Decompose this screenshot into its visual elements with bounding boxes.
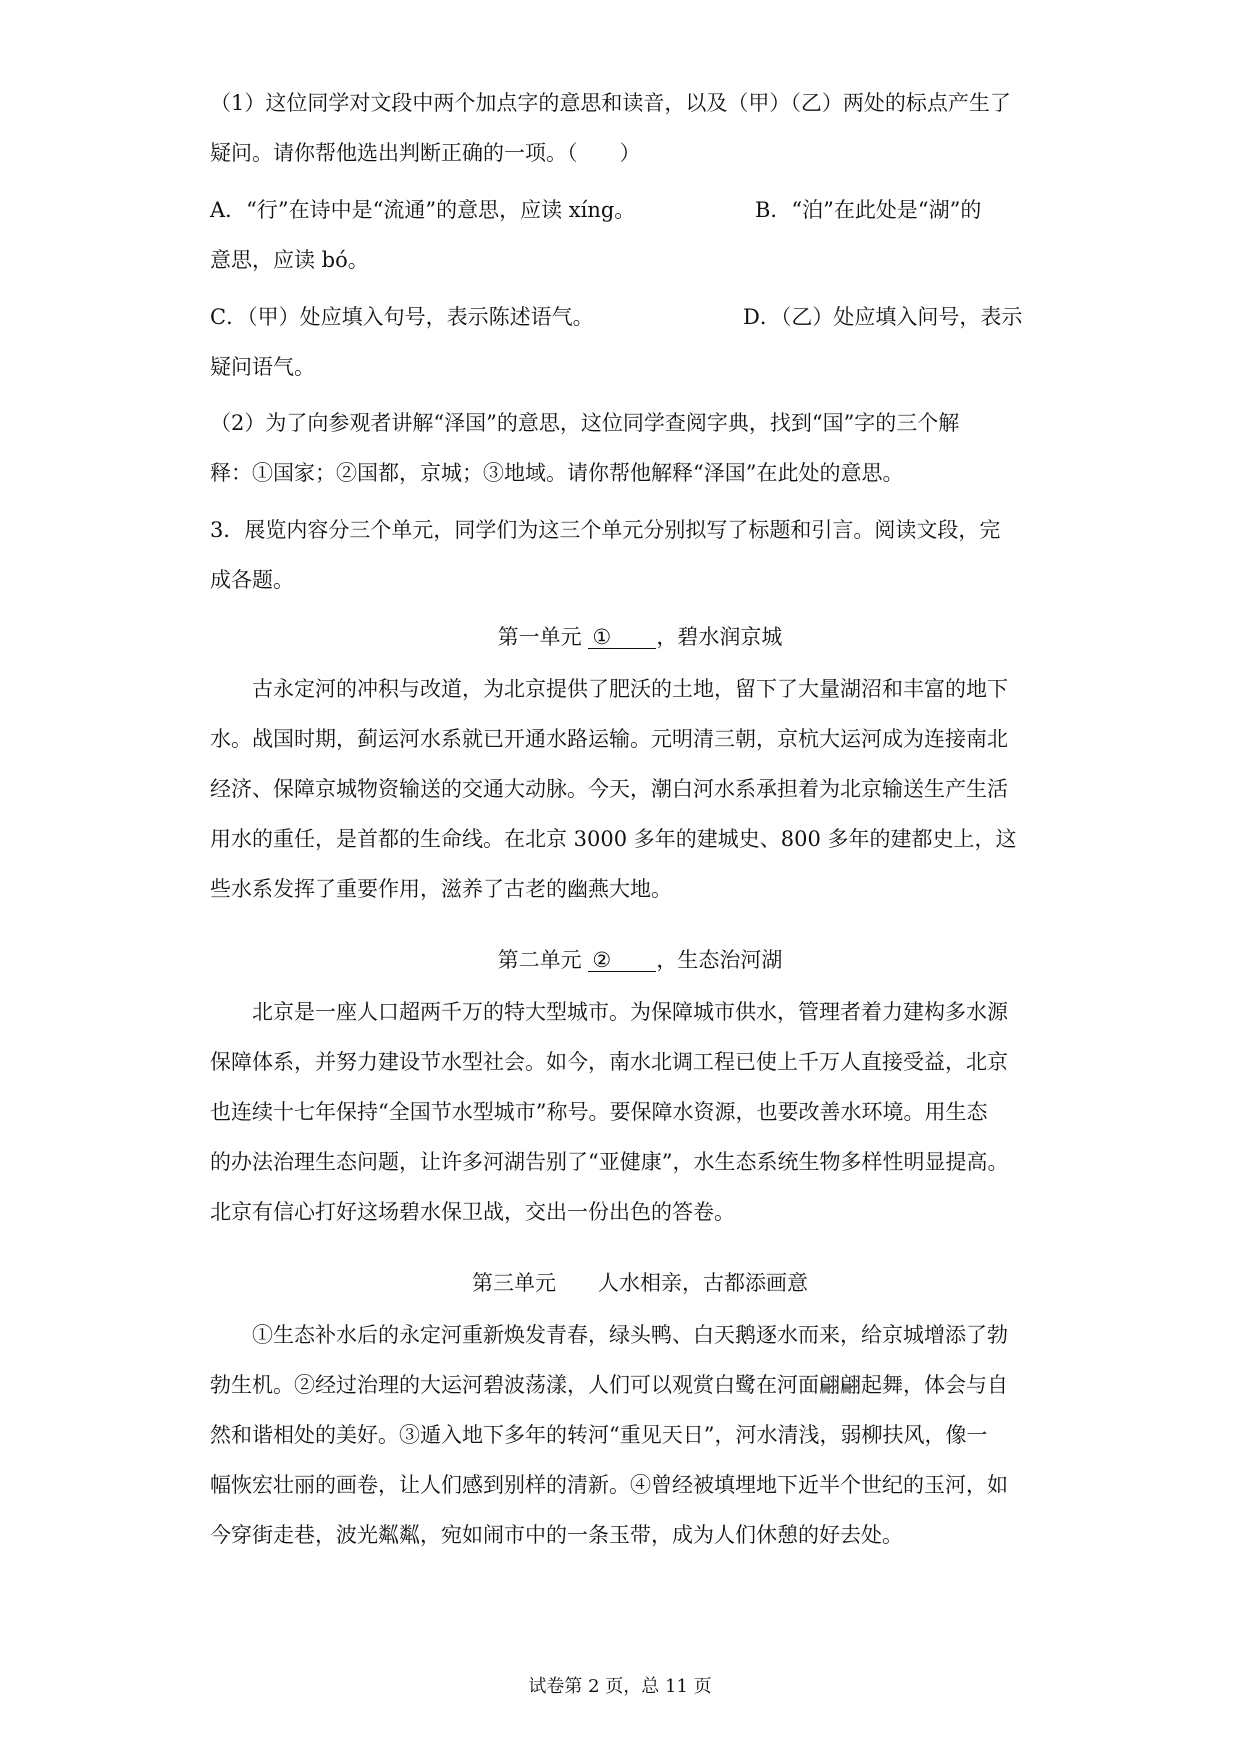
unit-2-paragraph <box>210 987 1070 1237</box>
text-line: 勃生机。②经过治理的大运河碧波荡漾，人们可以观赏白鹭在河面翩翩起舞，体会与自 <box>210 1373 1008 1397</box>
unit-2-prefix: 第二单元 <box>497 948 582 972</box>
page-footer: 试卷第 2 页，总 11 页 <box>528 1676 712 1697</box>
text-line: 用水的重任，是首都的生命线。在北京 3000 多年的建城史、800 多年的建都史上，这 <box>210 827 1017 851</box>
unit-1-prefix: 第一单元 <box>497 625 582 649</box>
option-c: C．（甲）处应填入句号，表示陈述语气。 <box>210 305 594 329</box>
text-line: 然和谐相处的美好。③遁入地下多年的转河“重见天日”，河水清浅，弱柳扶风，像一 <box>210 1423 988 1447</box>
text-line: 些水系发挥了重要作用，滋养了古老的幽燕大地。 <box>210 877 672 901</box>
option-a: A．“行”在诗中是“流通”的意思，应读 xíng。 <box>210 198 636 222</box>
option-d-line1: D．（乙）处应填入问号，表示 <box>743 305 1023 329</box>
text-line: 幅恢宏壮丽的画卷，让人们感到别样的清新。④曾经被填埋地下近半个世纪的玉河，如 <box>210 1473 1008 1497</box>
unit-1-suffix: ，碧水润京城 <box>656 625 783 649</box>
text-line: 今穿街走巷，波光粼粼，宛如闹市中的一条玉带，成为人们休憩的好去处。 <box>210 1523 903 1547</box>
text-line: 释：①国家；②国都，京城；③地域。请你帮他解释“泽国”在此处的意思。 <box>210 461 904 485</box>
text-line: （1）这位同学对文段中两个加点字的意思和读音，以及（甲）（乙）两处的标点产生了 <box>210 91 1011 115</box>
text-line: 成各题。 <box>210 568 294 592</box>
unit-1-heading <box>210 612 1070 662</box>
unit-2-heading <box>210 935 1070 985</box>
text-line: 的办法治理生态问题，让许多河湖告别了“亚健康”，水生态系统生物多样性明显提高。 <box>210 1150 1009 1174</box>
question-2-2 <box>210 398 1070 498</box>
unit-1-blank: ① <box>588 626 656 649</box>
unit-3-paragraph <box>210 1310 1070 1560</box>
options-c-d <box>210 292 1070 392</box>
question-3 <box>210 505 1070 605</box>
text-line: 北京有信心打好这场碧水保卫战，交出一份出色的答卷。 <box>210 1200 735 1224</box>
text-line: 3．展览内容分三个单元，同学们为这三个单元分别拟写了标题和引言。阅读文段，完 <box>210 518 1001 542</box>
text-line: 保障体系，并努力建设节水型社会。如今，南水北调工程已使上千万人直接受益，北京 <box>210 1050 1008 1074</box>
text-line: ①生态补水后的永定河重新焕发青春，绿头鸭、白天鹅逐水而来，给京城增添了勃 <box>210 1323 1008 1347</box>
unit-2-blank: ② <box>588 949 656 972</box>
text-line: 北京是一座人口超两千万的特大型城市。为保障城市供水，管理者着力建构多水源 <box>210 1000 1008 1024</box>
text-line: 也连续十七年保持“全国节水型城市”称号。要保障水资源，也要改善水环境。用生态 <box>210 1100 988 1124</box>
question-2-1 <box>210 78 1070 178</box>
option-d-line2: 疑问语气。 <box>210 355 315 379</box>
text-line: 水。战国时期，蓟运河水系就已开通水路运输。元明清三朝，京杭大运河成为连接南北 <box>210 727 1008 751</box>
text-line: 疑问。请你帮他选出判断正确的一项。（ ） <box>210 141 641 165</box>
option-b-line1: B．“泊”在此处是“湖”的 <box>755 198 982 222</box>
text-line: 经济、保障京城物资输送的交通大动脉。今天，潮白河水系承担着为北京输送生产生活 <box>210 777 1008 801</box>
text-line: 古永定河的冲积与改道，为北京提供了肥沃的土地，留下了大量湖沼和丰富的地下 <box>210 677 1008 701</box>
unit-2-suffix: ，生态治河湖 <box>656 948 783 972</box>
text-line: （2）为了向参观者讲解“泽国”的意思，这位同学查阅字典，找到“国”字的三个解 <box>210 411 960 435</box>
option-b-line2: 意思，应读 bó。 <box>210 248 369 272</box>
options-a-b <box>210 185 1070 285</box>
unit-1-paragraph <box>210 664 1070 914</box>
unit-3-heading: 第三单元 人水相亲，古都添画意 <box>472 1271 808 1295</box>
